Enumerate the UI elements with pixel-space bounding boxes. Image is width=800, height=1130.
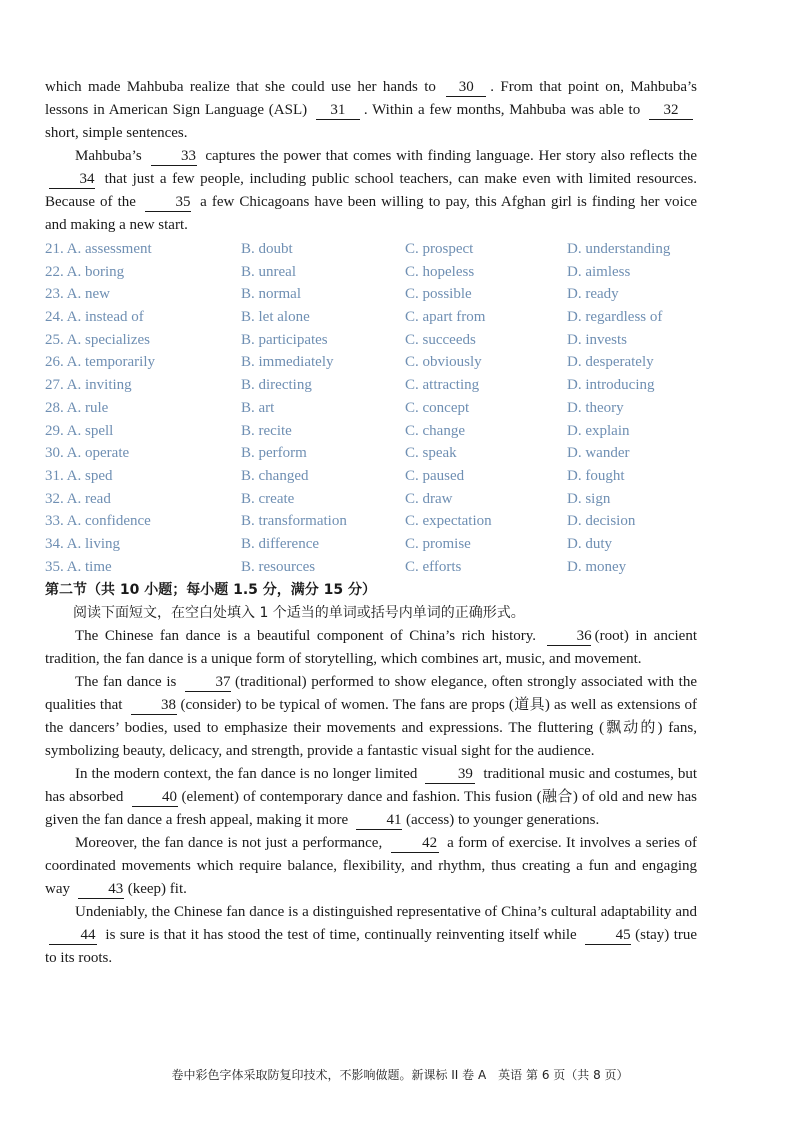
text: is sure is that it has stood the test of time, continually reinventing itself while [105,927,577,944]
option-row-31 [45,465,697,488]
option-row-27 [45,374,697,397]
text: (consider) to be typical of women. The fans are props (道具) as well as extensions of the dancers’ bodies, used to emphasize their movements and expressions. The fluttering (飘动的) fans, symbolizing beauty, delicacy, and strength, provide a fantastic visual sight for the audience. [45,697,697,760]
option-row-22 [45,261,697,284]
option-b: B. directing [241,377,312,394]
passage2-paragraph-3 [45,763,697,832]
section-2-title: 第二节（共 10 小题；每小题 1.5 分，满分 15 分） [45,582,377,599]
option-c: C. possible [405,286,472,303]
option-d: D. desperately [567,354,654,371]
option-b: B. normal [241,286,301,303]
option-b: B. difference [241,535,320,552]
text: (element) of contemporary dance and fashion. This fusion (融合) of old and new has given the fan dance a fresh appeal, making it more [45,789,697,829]
option-row-23 [45,283,697,306]
text: . From that point on, Mahbuba’s lessons in American Sign Language (ASL) [45,79,697,118]
option-row-29 [45,420,697,443]
text: (traditional) performed to show elegance, often strongly associated with the qualities that [45,674,697,714]
text: short, simple sentences. [45,125,188,141]
option-d: D. ready [567,286,619,303]
option-c: C. paused [405,467,465,484]
blank-38: 38 [131,696,177,715]
option-c: C. obviously [405,354,482,371]
text: which made Mahbuba realize that she could use her hands to [45,79,436,95]
option-a: 22. A. boring [45,263,125,280]
option-a: 28. A. rule [45,399,109,416]
text: The fan dance is [75,674,177,691]
blank-41: 41 [356,811,402,830]
option-b: B. resources [241,558,316,575]
option-d: D. understanding [567,241,671,257]
option-d: D. money [567,558,627,575]
option-c: C. expectation [405,513,492,530]
option-c: C. change [405,422,465,439]
option-b: B. create [241,490,295,507]
option-c: C. hopeless [405,263,475,280]
option-c: C. speak [405,445,457,462]
option-d: D. aimless [567,263,631,280]
option-b: B. changed [241,467,309,484]
option-c: C. apart from [405,309,486,326]
blank-43: 43 [78,880,124,899]
text: (stay) true to its roots. [45,927,698,967]
option-a: 31. A. sped [45,467,113,484]
option-a: 25. A. specializes [45,331,150,348]
option-a: 32. A. read [45,490,111,507]
option-a: 34. A. living [45,535,121,552]
option-c: C. concept [405,399,470,416]
blank-40: 40 [132,788,178,807]
blank-42: 42 [391,834,439,853]
options-table [45,238,697,578]
option-c: C. prospect [405,241,474,257]
text: Mahbuba’s [75,148,142,164]
option-row-33 [45,510,697,533]
text: that just a few people, including public school teachers, can make even with limited resources. Because of the [45,171,698,210]
option-row-26 [45,351,697,374]
page-footer: 卷中彩色字体采取防复印技术，不影响做题。新课标 II 卷 A 英语 第 6 页（共 8 页） [171,1068,629,1082]
option-b: B. recite [241,422,292,439]
option-row-28 [45,397,697,420]
blank-32: 32 [649,101,693,120]
passage1-paragraph-1 [45,76,697,145]
option-c: C. efforts [405,558,462,575]
exam-page [45,76,697,970]
text: (keep) fit. [127,881,187,898]
option-a: 24. A. instead of [45,309,144,326]
text: Undeniably, the Chinese fan dance is a distinguished representative of China’s cultural adaptability and [75,904,697,921]
option-a: 30. A. operate [45,445,130,462]
blank-39: 39 [425,765,475,784]
option-row-34 [45,533,697,556]
text: a few Chicagoans have been willing to pay, this Afghan girl is finding her voice and making a new start. [45,194,698,233]
text: (root) in ancient tradition, the fan dance is a unique form of storytelling, which combines art, music, and movement. [45,628,697,668]
text: traditional music and costumes, but has absorbed [45,766,698,806]
option-d: D. decision [567,513,636,530]
text: captures the power that comes with finding language. Her story also reflects the [205,148,698,164]
option-row-21 [45,238,697,261]
option-c: C. draw [405,490,453,507]
blank-35: 35 [145,193,191,212]
option-a: 27. A. inviting [45,377,132,394]
option-a: 33. A. confidence [45,513,151,530]
blank-31: 31 [316,101,360,120]
option-c: C. succeeds [405,331,476,348]
option-b: B. transformation [241,513,347,530]
blank-45: 45 [585,926,631,945]
section-2-instruction: 阅读下面短文，在空白处填入 1 个适当的单词或括号内单词的正确形式。 [73,605,525,622]
option-b: B. perform [241,445,307,462]
option-b: B. art [241,399,275,416]
text: a form of exercise. It involves a series of coordinated movements which require balance, flexibility, and rhythm, thus creating a fun and engaging way [45,835,698,898]
option-b: B. unreal [241,263,296,280]
text: (access) to younger generations. [405,812,600,829]
option-a: 26. A. temporarily [45,354,155,371]
option-a: 21. A. assessment [45,241,152,257]
option-b: B. immediately [241,354,334,371]
option-row-35 [45,556,697,579]
option-d: D. sign [567,490,611,507]
blank-33: 33 [151,147,197,166]
option-d: D. theory [567,399,624,416]
option-b: B. participates [241,331,328,348]
passage2-paragraph-5 [45,901,697,970]
text: The Chinese fan dance is a beautiful component of China’s rich history. [75,628,537,645]
option-row-30 [45,442,697,465]
passage1-paragraph-2 [45,145,697,237]
option-d: D. fought [567,467,625,484]
option-d: D. duty [567,535,612,552]
option-a: 35. A. time [45,558,112,575]
text: . Within a few months, Mahbuba was able to [363,102,641,118]
text: Moreover, the fan dance is not just a performance, [75,835,383,852]
blank-37: 37 [185,673,231,692]
option-c: C. promise [405,535,471,552]
option-d: D. invests [567,331,627,348]
blank-34: 34 [49,170,95,189]
option-b: B. let alone [241,309,310,326]
option-d: D. explain [567,422,630,439]
option-row-32 [45,488,697,511]
option-d: D. regardless of [567,309,663,326]
option-a: 23. A. new [45,286,110,303]
blank-44: 44 [49,926,97,945]
passage2-paragraph-4 [45,832,697,901]
option-c: C. attracting [405,377,480,394]
option-row-24 [45,306,697,329]
option-row-25 [45,329,697,352]
blank-30: 30 [446,78,486,97]
blank-36: 36 [547,627,591,646]
option-d: D. introducing [567,377,655,394]
passage2-paragraph-2 [45,671,697,763]
passage2-paragraph-1 [45,625,697,671]
option-b: B. doubt [241,241,293,257]
option-d: D. wander [567,445,630,462]
option-a: 29. A. spell [45,422,114,439]
text: In the modern context, the fan dance is no longer limited [75,766,418,783]
